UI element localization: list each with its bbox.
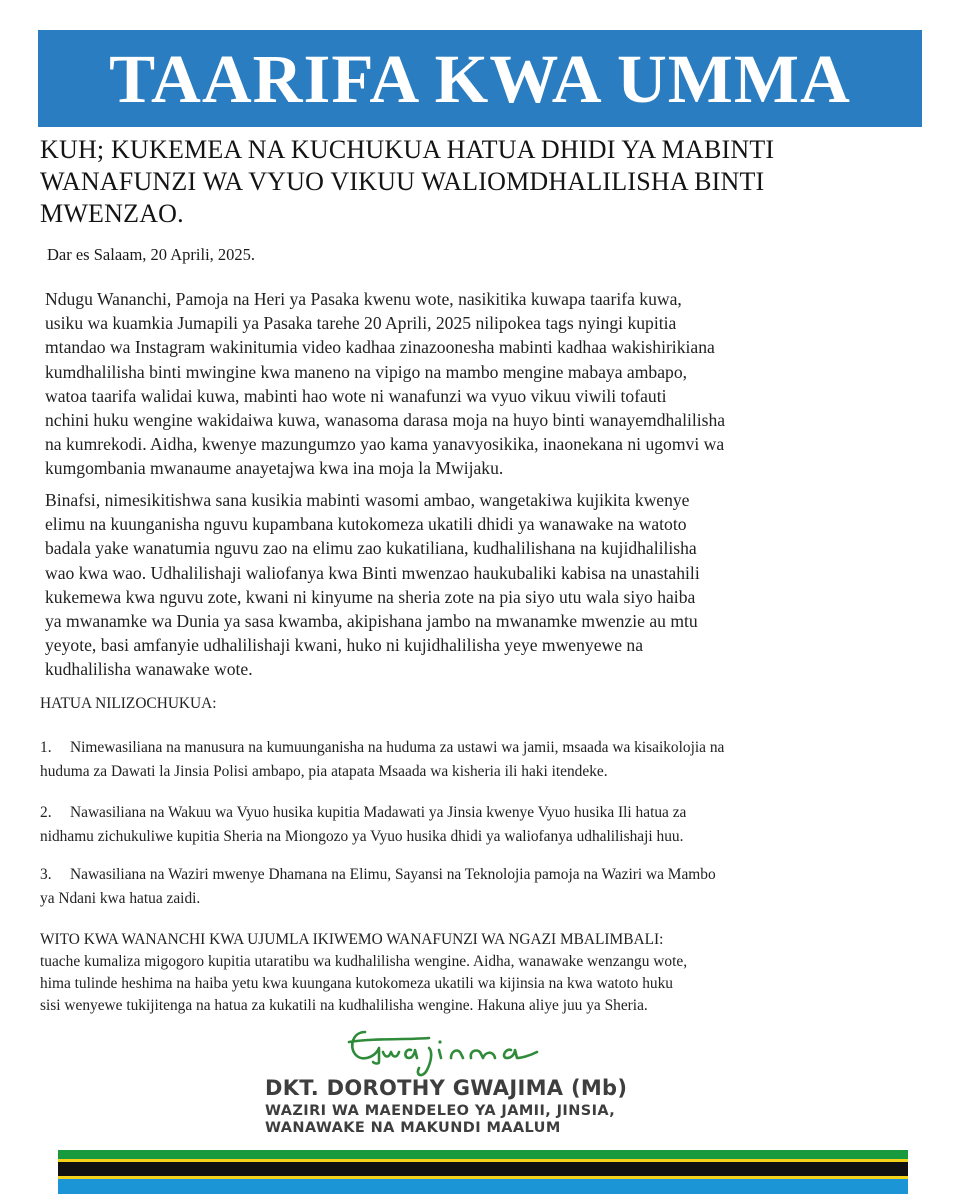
subject-line: KUH; KUKEMEA NA KUCHUKUA HATUA DHIDI YA MABINTI — [40, 135, 775, 164]
text-line: hima tulinde heshima na haiba yetu kwa kuungana kutokomeza ukatili wa kijinsia na kwa watoto huku — [40, 975, 673, 992]
text-line: ya mwanamke wa Dunia ya sasa kwamba, akipishana jambo na mwanamke mwenzie au mtu — [45, 611, 698, 632]
text-line: Ndugu Wananchi, Pamoja na Heri ya Pasaka kwenu wote, nasikitika kuwapa taarifa kuwa, — [45, 289, 682, 309]
signature-text: Gwajima — [345, 1018, 349, 1019]
signatory-title: WAZIRI WA MAENDELEO YA JAMII, JINSIA, — [265, 1103, 616, 1119]
flag-stripe-blue — [58, 1179, 908, 1194]
text-line: sisi wenyewe tukijitenga na hatua za kukatili na kudhalilisha wengine. Hakuna aliye juu ya Sheria. — [40, 997, 648, 1014]
text-line: elimu na kuunganisha nguvu kupambana kutokomeza ukatili dhidi ya wanawake na watoto — [45, 514, 687, 535]
subject-line: MWENZAO. — [40, 199, 184, 228]
paragraph-statement — [45, 488, 935, 682]
action-item — [40, 863, 920, 911]
action-text: ya Ndani kwa hatua zaidi. — [40, 890, 201, 907]
national-flag-strip — [58, 1150, 908, 1194]
action-number: 2. — [40, 804, 52, 821]
subject-heading — [40, 134, 900, 230]
call-to-action — [40, 929, 920, 1017]
text-line: nchini huku wengine wakidaiwa kuwa, wanasoma darasa moja na huyo binti wanayemdhalilisha — [45, 410, 726, 431]
flag-stripe-green — [58, 1150, 908, 1159]
text-line: kudhalilisha wanawake wote. — [45, 659, 253, 680]
signatory-name: DKT. DOROTHY GWAJIMA (Mb) — [265, 1076, 628, 1100]
action-text: Nawasiliana na Waziri mwenye Dhamana na Elimu, Sayansi na Teknolojia pamoja na Waziri wa Mambo — [70, 866, 716, 883]
text-line: wao kwa wao. Udhalilishaji waliofanya kwa Binti mwenzao haukubaliki kabisa na unastahili — [45, 562, 700, 583]
text-line: yeyote, basi amfanyie udhalilishaji kwani, huko ni kujidhalilisha yeye mwenyewe na — [45, 635, 644, 656]
header-banner — [38, 30, 922, 127]
call-heading: WITO KWA WANANCHI KWA UJUMLA IKIWEMO WANAFUNZI WA NGAZI MBALIMBALI: — [40, 931, 664, 948]
signatory-title: WANAWAKE NA MAKUNDI MAALUM — [265, 1120, 561, 1136]
text-line: usiku wa kuamkia Jumapili ya Pasaka tarehe 20 Aprili, 2025 nilipokea tags nyingi kupitia — [45, 313, 677, 334]
action-text: nidhamu zichukuliwe kupitia Sheria na Miongozo ya Vyuo husika dhidi ya waliofanya udhalilishaji huu. — [40, 828, 684, 845]
action-number: 1. — [40, 739, 52, 756]
action-item — [40, 801, 920, 849]
action-text: Nimewasiliana na manusura na kumuunganisha na huduma za ustawi wa jamii, msaada wa kisaikolojia na — [70, 739, 725, 756]
text-line: watoa taarifa walidai kuwa, mabinti hao wote ni wanafunzi wa vyuo vikuu viwili tofauti — [45, 385, 667, 406]
text-line: kukemewa kwa nguvu zote, kwani ni kinyume na sheria zote na pia siyo utu wala siyo haiba — [45, 586, 696, 607]
text-line: mtandao wa Instagram wakinitumia video kadhaa zinazoonesha mabinti kadhaa wakishirikiana — [45, 337, 715, 358]
text-line: Binafsi, nimesikitishwa sana kusikia mabinti wasomi ambao, wangetakiwa kujikita kwenye — [45, 490, 690, 510]
text-line: badala yake wanatumia nguvu zao na elimu zao kukatiliana, kudhalilishana na kujidhalilisha — [45, 538, 697, 559]
subject-line: WANAFUNZI WA VYUO VIKUU WALIOMDHALILISHA BINTI — [40, 167, 765, 196]
text-line: kumgombania mwanaume anayetajwa kwa ina moja la Mwijaku. — [45, 458, 504, 479]
text-line: na kumrekodi. Aidha, kwenye mazungumzo yao kama yanavyosikika, inaonekana ni ugomvi wa — [45, 434, 725, 455]
action-text: Nawasiliana na Wakuu wa Vyuo husika kupitia Madawati ya Jinsia kwenye Vyuo husika Ili hatua za — [70, 804, 687, 821]
action-text: huduma za Dawati la Jinsia Polisi ambapo, pia atapata Msaada wa kisheria ili haki itendeke. — [40, 763, 608, 780]
handwritten-signature — [345, 1018, 545, 1080]
banner-title: TAARIFA KWA UMMA — [109, 41, 851, 117]
flag-stripe-black — [58, 1162, 908, 1176]
text-line: tuache kumaliza migogoro kupitia utaratibu wa kudhalilisha wengine. Aidha, wanawake wenzangu wote, — [40, 953, 688, 970]
action-item — [40, 736, 920, 784]
paragraph-intro — [45, 287, 935, 481]
dateline: Dar es Salaam, 20 Aprili, 2025. — [47, 245, 256, 264]
text-line: kumdhalilisha binti mwingine kwa maneno na vipigo na mambo mengine mabaya ambapo, — [45, 361, 688, 382]
actions-heading: HATUA NILIZOCHUKUA: — [40, 695, 217, 712]
action-number: 3. — [40, 866, 52, 883]
